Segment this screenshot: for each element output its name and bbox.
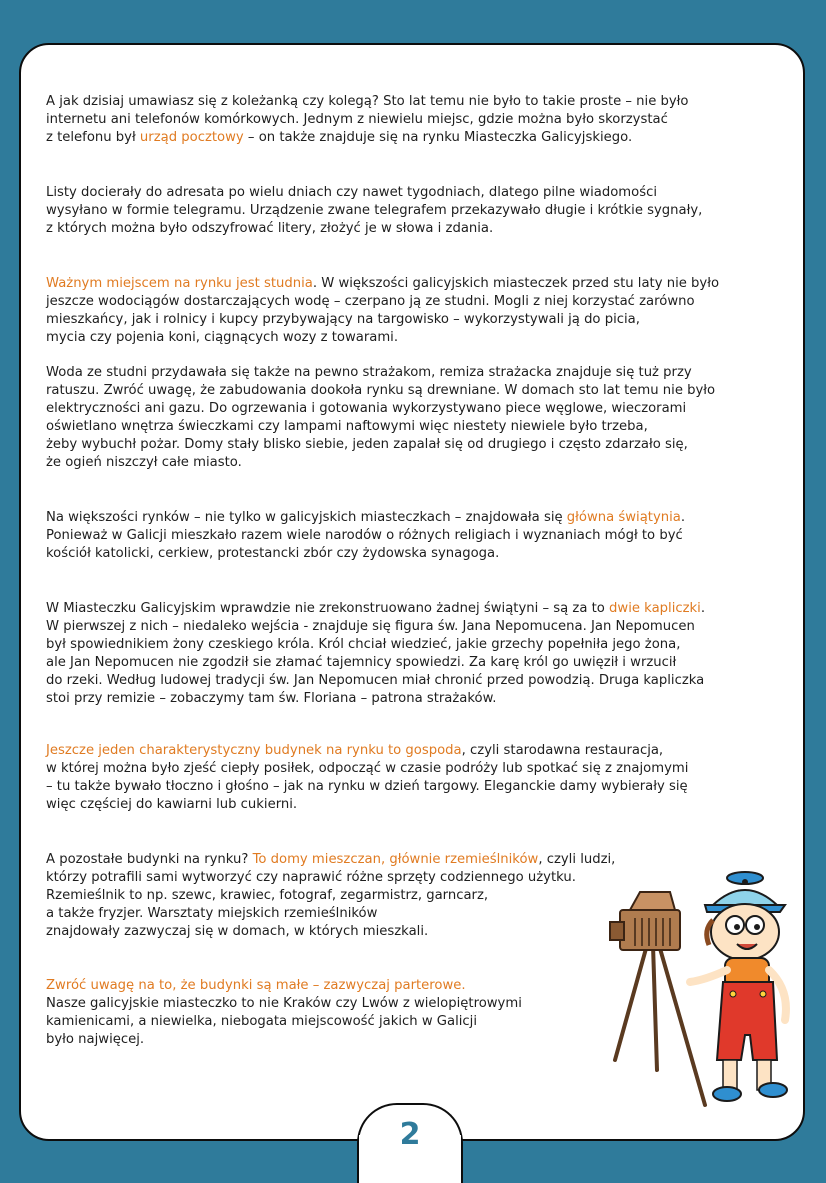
paragraph-line: a także fryzjer. Warsztaty miejskich rzemieślników: [46, 906, 378, 921]
paragraph-line: do rzeki. Według ludowej tradycji św. Jan Nepomucen miał chronić przed powodzią. Druga kapliczka: [46, 673, 705, 688]
page-number: 2: [399, 1117, 421, 1152]
paragraph-line: stoi przy remizie – zobaczymy tam św. Floriana – patrona strażaków.: [46, 691, 497, 706]
paragraph-line: żeby wybuchł pożar. Domy stały blisko siebie, jeden zapalał się od drugiego i często zdarzało się,: [46, 437, 688, 452]
paragraph-line: internetu ani telefonów komórkowych. Jednym z niewielu miejsc, gdzie można było skorzystać: [46, 112, 668, 127]
paragraph-line: wysyłano w formie telegramu. Urządzenie zwane telegrafem przekazywało długie i krótkie sygnały,: [46, 203, 703, 218]
highlight-well: Ważnym miejscem na rynku jest studnia: [46, 276, 313, 291]
paragraph-line: mycia czy pojenia koni, ciągnących wozy z towarami.: [46, 330, 399, 345]
paragraph-line: był spowiednikiem żony czeskiego króla. Król chciał wiedzieć, jakie grzechy popełniła jego żona,: [46, 637, 681, 652]
paragraph-line: z których można było odszyfrować litery, złożyć je w słowa i zdania.: [46, 221, 494, 236]
highlight-small-buildings: Zwróć uwagę na to, że budynki są małe – zazwyczaj parterowe.: [46, 978, 466, 993]
paragraph-line: oświetlano wnętrza świeczkami czy lampami naftowymi więc niestety niewiele było trzeba,: [46, 419, 648, 434]
paragraph-line: jeszcze wodociągów dostarczających wodę – czerpano ją ze studni. Mogli z niej korzystać zarówno: [46, 294, 695, 309]
highlight-two-shrines: dwie kapliczki: [609, 601, 701, 616]
highlight-post-office: urząd pocztowy: [139, 130, 244, 145]
paragraph-line: A pozostałe budynki na rynku? To domy mieszczan, głównie rzemieślników, czyli ludzi,: [46, 852, 616, 867]
paragraph-line: że ogień niszczył całe miasto.: [46, 455, 242, 470]
paragraph-line: ale Jan Nepomucen nie zgodził sie złamać tajemnicy spowiedzi. Za karę król go uwięził i wrzucił: [46, 655, 677, 670]
tripod-icon: [615, 945, 705, 1105]
paragraph-line: kościół katolicki, cerkiew, protestancki zbór czy żydowska synagoga.: [46, 546, 500, 561]
paragraph-line: w której można było zjeść ciepły posiłek, odpocząć w czasie podróży lub spotkać się z znajomymi: [46, 761, 689, 776]
paragraph-line: elektryczności ani gazu. Do ogrzewania i gotowania wykorzystywano piece węglowe, wieczorami: [46, 401, 687, 416]
paragraph-line: Ponieważ w Galicji mieszkało razem wiele narodów o różnych religiach i wyznaniach mógł to być: [46, 528, 683, 543]
boy-with-camera-illustration: [595, 870, 810, 1120]
boy-character-icon: [690, 872, 787, 1101]
highlight-inn: Jeszcze jeden charakterystyczny budynek na rynku to gospoda: [46, 743, 462, 758]
paragraph-line: z telefonu był urząd pocztowy – on także znajduje się na rynku Miasteczka Galicyjskiego.: [46, 130, 633, 145]
camera-icon: [610, 892, 680, 950]
paragraph-line: Woda ze studni przydawała się także na pewno strażakom, remiza strażacka znajduje się tuż przy: [46, 365, 692, 380]
paragraph-line: W Miasteczku Galicyjskim wprawdzie nie zrekonstruowano żadnej świątyni – są za to dwie kapliczki.: [46, 601, 706, 616]
paragraph-line: Na większości rynków – nie tylko w galicyjskich miasteczkach – znajdowała się główna świątynia.: [46, 510, 686, 525]
paragraph-line: było najwięcej.: [46, 1032, 145, 1047]
paragraph-line: Listy docierały do adresata po wielu dniach czy nawet tygodniach, dlatego pilne wiadomości: [46, 185, 657, 200]
paragraph-line: Rzemieślnik to np. szewc, krawiec, fotograf, zegarmistrz, garncarz,: [46, 888, 489, 903]
paragraph-line: którzy potrafili sami wytworzyć czy naprawić różne sprzęty codziennego użytku.: [46, 870, 576, 885]
paragraph-line: [46, 977, 466, 995]
paragraph-line: mieszkańcy, jak i rolnicy i kupcy przybywający na targowisko – wykorzystywali ją do picia,: [46, 312, 640, 327]
paragraph-line: W pierwszej z nich – niedaleko wejścia - znajduje się figura św. Jana Nepomucena. Jan Nepomucen: [46, 619, 695, 634]
paragraph-line: Nasze galicyjskie miasteczko to nie Kraków czy Lwów z wielopiętrowymi: [46, 996, 522, 1011]
paragraph-line: kamienicami, a niewielka, niebogata miejscowość jakich w Galicji: [46, 1014, 478, 1029]
paragraph-line: Ważnym miejscem na rynku jest studnia. W większości galicyjskich miasteczek przed stu laty nie było: [46, 276, 720, 291]
paragraph-line: A jak dzisiaj umawiasz się z koleżanką czy kolegą? Sto lat temu nie było to takie proste – nie było: [46, 94, 689, 109]
highlight-craftsmen: To domy mieszczan, głównie rzemieślników: [252, 852, 539, 867]
highlight-main-temple: główna świątynia: [566, 510, 681, 525]
paragraph-line: więc częściej do kawiarni lub cukierni.: [46, 797, 298, 812]
paragraph-line: ratuszu. Zwróć uwagę, że zabudowania dookoła rynku są drewniane. W domach sto lat temu nie było: [46, 383, 716, 398]
paragraph-line: znajdowały zazwyczaj się w domach, w których mieszkali.: [46, 924, 429, 939]
paragraph-line: Jeszcze jeden charakterystyczny budynek na rynku to gospoda, czyli starodawna restauracja,: [46, 743, 664, 758]
paragraph-line: – tu także bywało tłoczno i głośno – jak na rynku w dzień targowy. Eleganckie damy wybierały się: [46, 779, 688, 794]
